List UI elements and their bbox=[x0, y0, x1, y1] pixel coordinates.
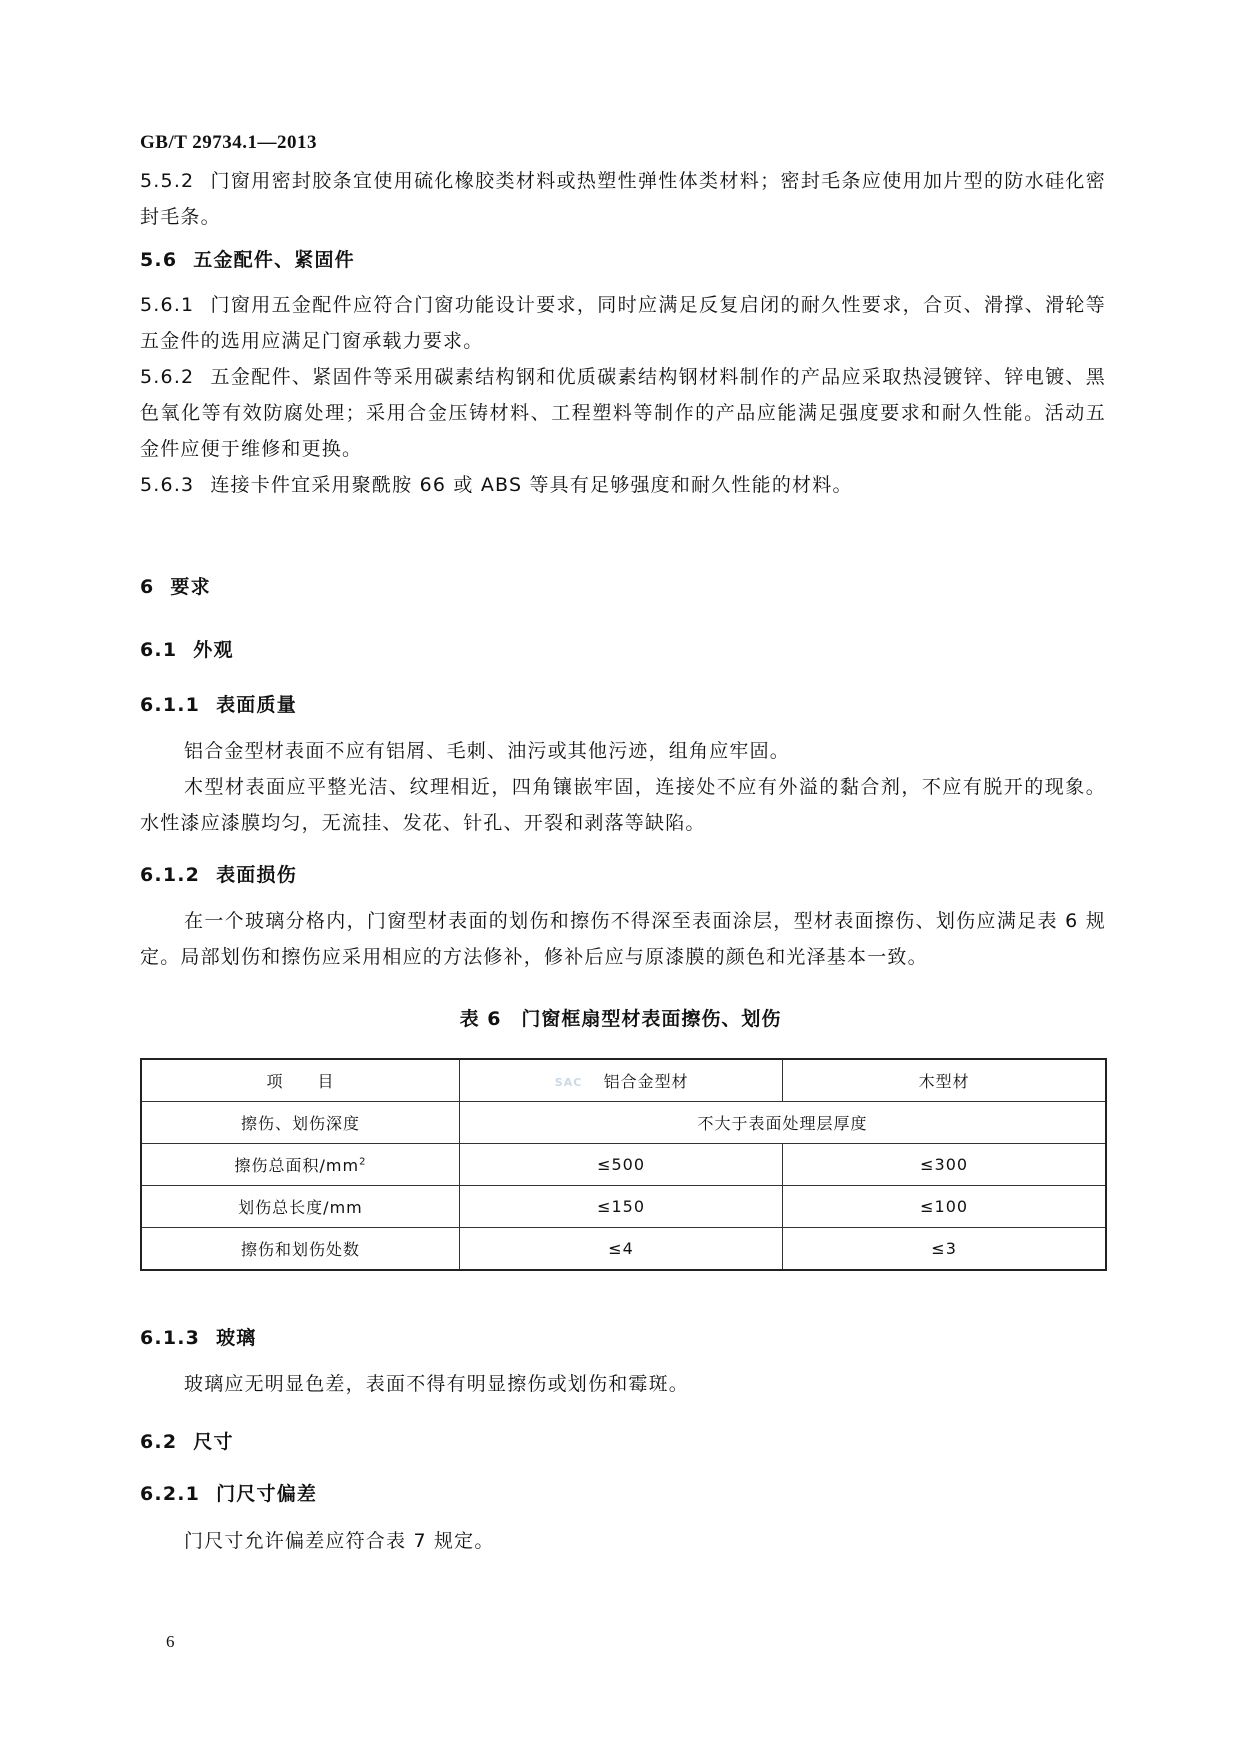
heading-6-2-1 bbox=[140, 1479, 317, 1506]
cell-wood: ≤100 bbox=[783, 1186, 1106, 1228]
table-6 bbox=[140, 1058, 1107, 1271]
heading-number: 6.1.2 bbox=[140, 864, 201, 886]
paragraph-aluminum-surface: 铝合金型材表面不应有铝屑、毛刺、油污或其他污迹，组角应牢固。 bbox=[184, 740, 791, 762]
table-6-caption: 表 6 门窗框扇型材表面擦伤、划伤 bbox=[459, 1008, 782, 1030]
header-aluminum bbox=[459, 1059, 782, 1102]
heading-5-6 bbox=[140, 245, 355, 272]
table-header-row bbox=[141, 1059, 1106, 1102]
table-row bbox=[141, 1144, 1106, 1186]
cell-aluminum: ≤500 bbox=[459, 1144, 782, 1186]
table-row bbox=[141, 1228, 1106, 1271]
heading-number: 6.2 bbox=[140, 1431, 178, 1453]
clause-text: 五金配件、紧固件等采用碳素结构钢和优质碳素结构钢材料制作的产品应采取热浸镀锌、锌电镀、黑色氧化等有效防腐处理；采用合金压铸材料、工程塑料等制作的产品应能满足强度要求和耐久性能。活动五金件应便于维修和更换。 bbox=[140, 366, 1106, 460]
table-row bbox=[141, 1186, 1106, 1228]
heading-number: 6.1.1 bbox=[140, 694, 201, 716]
header-aluminum-label: 铝合金型材 bbox=[603, 1072, 689, 1091]
heading-number: 6.1 bbox=[140, 639, 178, 661]
heading-number: 6 bbox=[140, 576, 155, 598]
row-label bbox=[141, 1144, 459, 1186]
heading-6-1-2 bbox=[140, 860, 297, 887]
heading-6-2 bbox=[140, 1427, 234, 1454]
heading-title: 表面损伤 bbox=[216, 864, 297, 886]
heading-number: 6.1.3 bbox=[140, 1327, 201, 1349]
row-label-text: 擦伤总面积/mm bbox=[234, 1156, 360, 1175]
sac-watermark: SAC bbox=[554, 1075, 583, 1089]
clause-5-6-3 bbox=[140, 467, 1106, 503]
heading-title: 玻璃 bbox=[216, 1327, 257, 1349]
clause-5-5-2 bbox=[140, 163, 1106, 235]
page-number: 6 bbox=[166, 1632, 175, 1651]
header-wood: 木型材 bbox=[783, 1059, 1106, 1102]
clause-text: 门窗用五金配件应符合门窗功能设计要求，同时应满足反复启闭的耐久性要求，合页、滑撑、滑轮等五金件的选用应满足门窗承载力要求。 bbox=[140, 294, 1106, 352]
heading-title: 表面质量 bbox=[216, 694, 297, 716]
clause-number: 5.5.2 bbox=[140, 170, 195, 192]
heading-number: 6.2.1 bbox=[140, 1483, 201, 1505]
cell-aluminum: ≤150 bbox=[459, 1186, 782, 1228]
standard-number: GB/T 29734.1—2013 bbox=[140, 132, 318, 153]
paragraph-glass: 玻璃应无明显色差，表面不得有明显擦伤或划伤和霉斑。 bbox=[184, 1373, 690, 1395]
heading-6-1-3 bbox=[140, 1323, 257, 1350]
clause-text: 连接卡件宜采用聚酰胺 66 或 ABS 等具有足够强度和耐久性能的材料。 bbox=[210, 474, 853, 496]
clause-number: 5.6.3 bbox=[140, 474, 195, 496]
clause-5-6-2 bbox=[140, 359, 1106, 467]
heading-number: 5.6 bbox=[140, 249, 178, 271]
paragraph-wood-surface: 木型材表面应平整光洁、纹理相近，四角镶嵌牢固，连接处不应有外溢的黏合剂，不应有脱开的现象。水性漆应漆膜均匀，无流挂、发花、针孔、开裂和剥落等缺陷。 bbox=[140, 776, 1106, 834]
heading-title: 门尺寸偏差 bbox=[216, 1483, 318, 1505]
paragraph-surface-damage: 在一个玻璃分格内，门窗型材表面的划伤和擦伤不得深至表面涂层，型材表面擦伤、划伤应满足表 6 规定。局部划伤和擦伤应采用相应的方法修补，修补后应与原漆膜的颜色和光泽基本一致。 bbox=[140, 910, 1106, 968]
paragraph-door-deviation: 门尺寸允许偏差应符合表 7 规定。 bbox=[184, 1530, 495, 1552]
clause-text: 门窗用密封胶条宜使用硫化橡胶类材料或热塑性弹性体类材料；密封毛条应使用加片型的防水硅化密封毛条。 bbox=[140, 170, 1106, 228]
heading-6-1 bbox=[140, 635, 234, 662]
heading-title: 要求 bbox=[170, 576, 211, 598]
clause-5-6-1 bbox=[140, 287, 1106, 359]
cell-aluminum: ≤4 bbox=[459, 1228, 782, 1271]
table-row bbox=[141, 1102, 1106, 1144]
heading-title: 外观 bbox=[193, 639, 234, 661]
row-label: 划伤总长度/mm bbox=[141, 1186, 459, 1228]
row-label: 擦伤和划伤处数 bbox=[141, 1228, 459, 1271]
clause-number: 5.6.1 bbox=[140, 294, 195, 316]
cell-wood: ≤3 bbox=[783, 1228, 1106, 1271]
header-item: 项 目 bbox=[141, 1059, 459, 1102]
heading-6 bbox=[140, 572, 211, 599]
row-label: 擦伤、划伤深度 bbox=[141, 1102, 459, 1144]
heading-title: 尺寸 bbox=[193, 1431, 234, 1453]
unit-superscript: 2 bbox=[359, 1156, 367, 1168]
row-value-merged: 不大于表面处理层厚度 bbox=[459, 1102, 1106, 1144]
heading-6-1-1 bbox=[140, 690, 297, 717]
heading-title: 五金配件、紧固件 bbox=[193, 249, 355, 271]
cell-wood: ≤300 bbox=[783, 1144, 1106, 1186]
clause-number: 5.6.2 bbox=[140, 366, 195, 388]
